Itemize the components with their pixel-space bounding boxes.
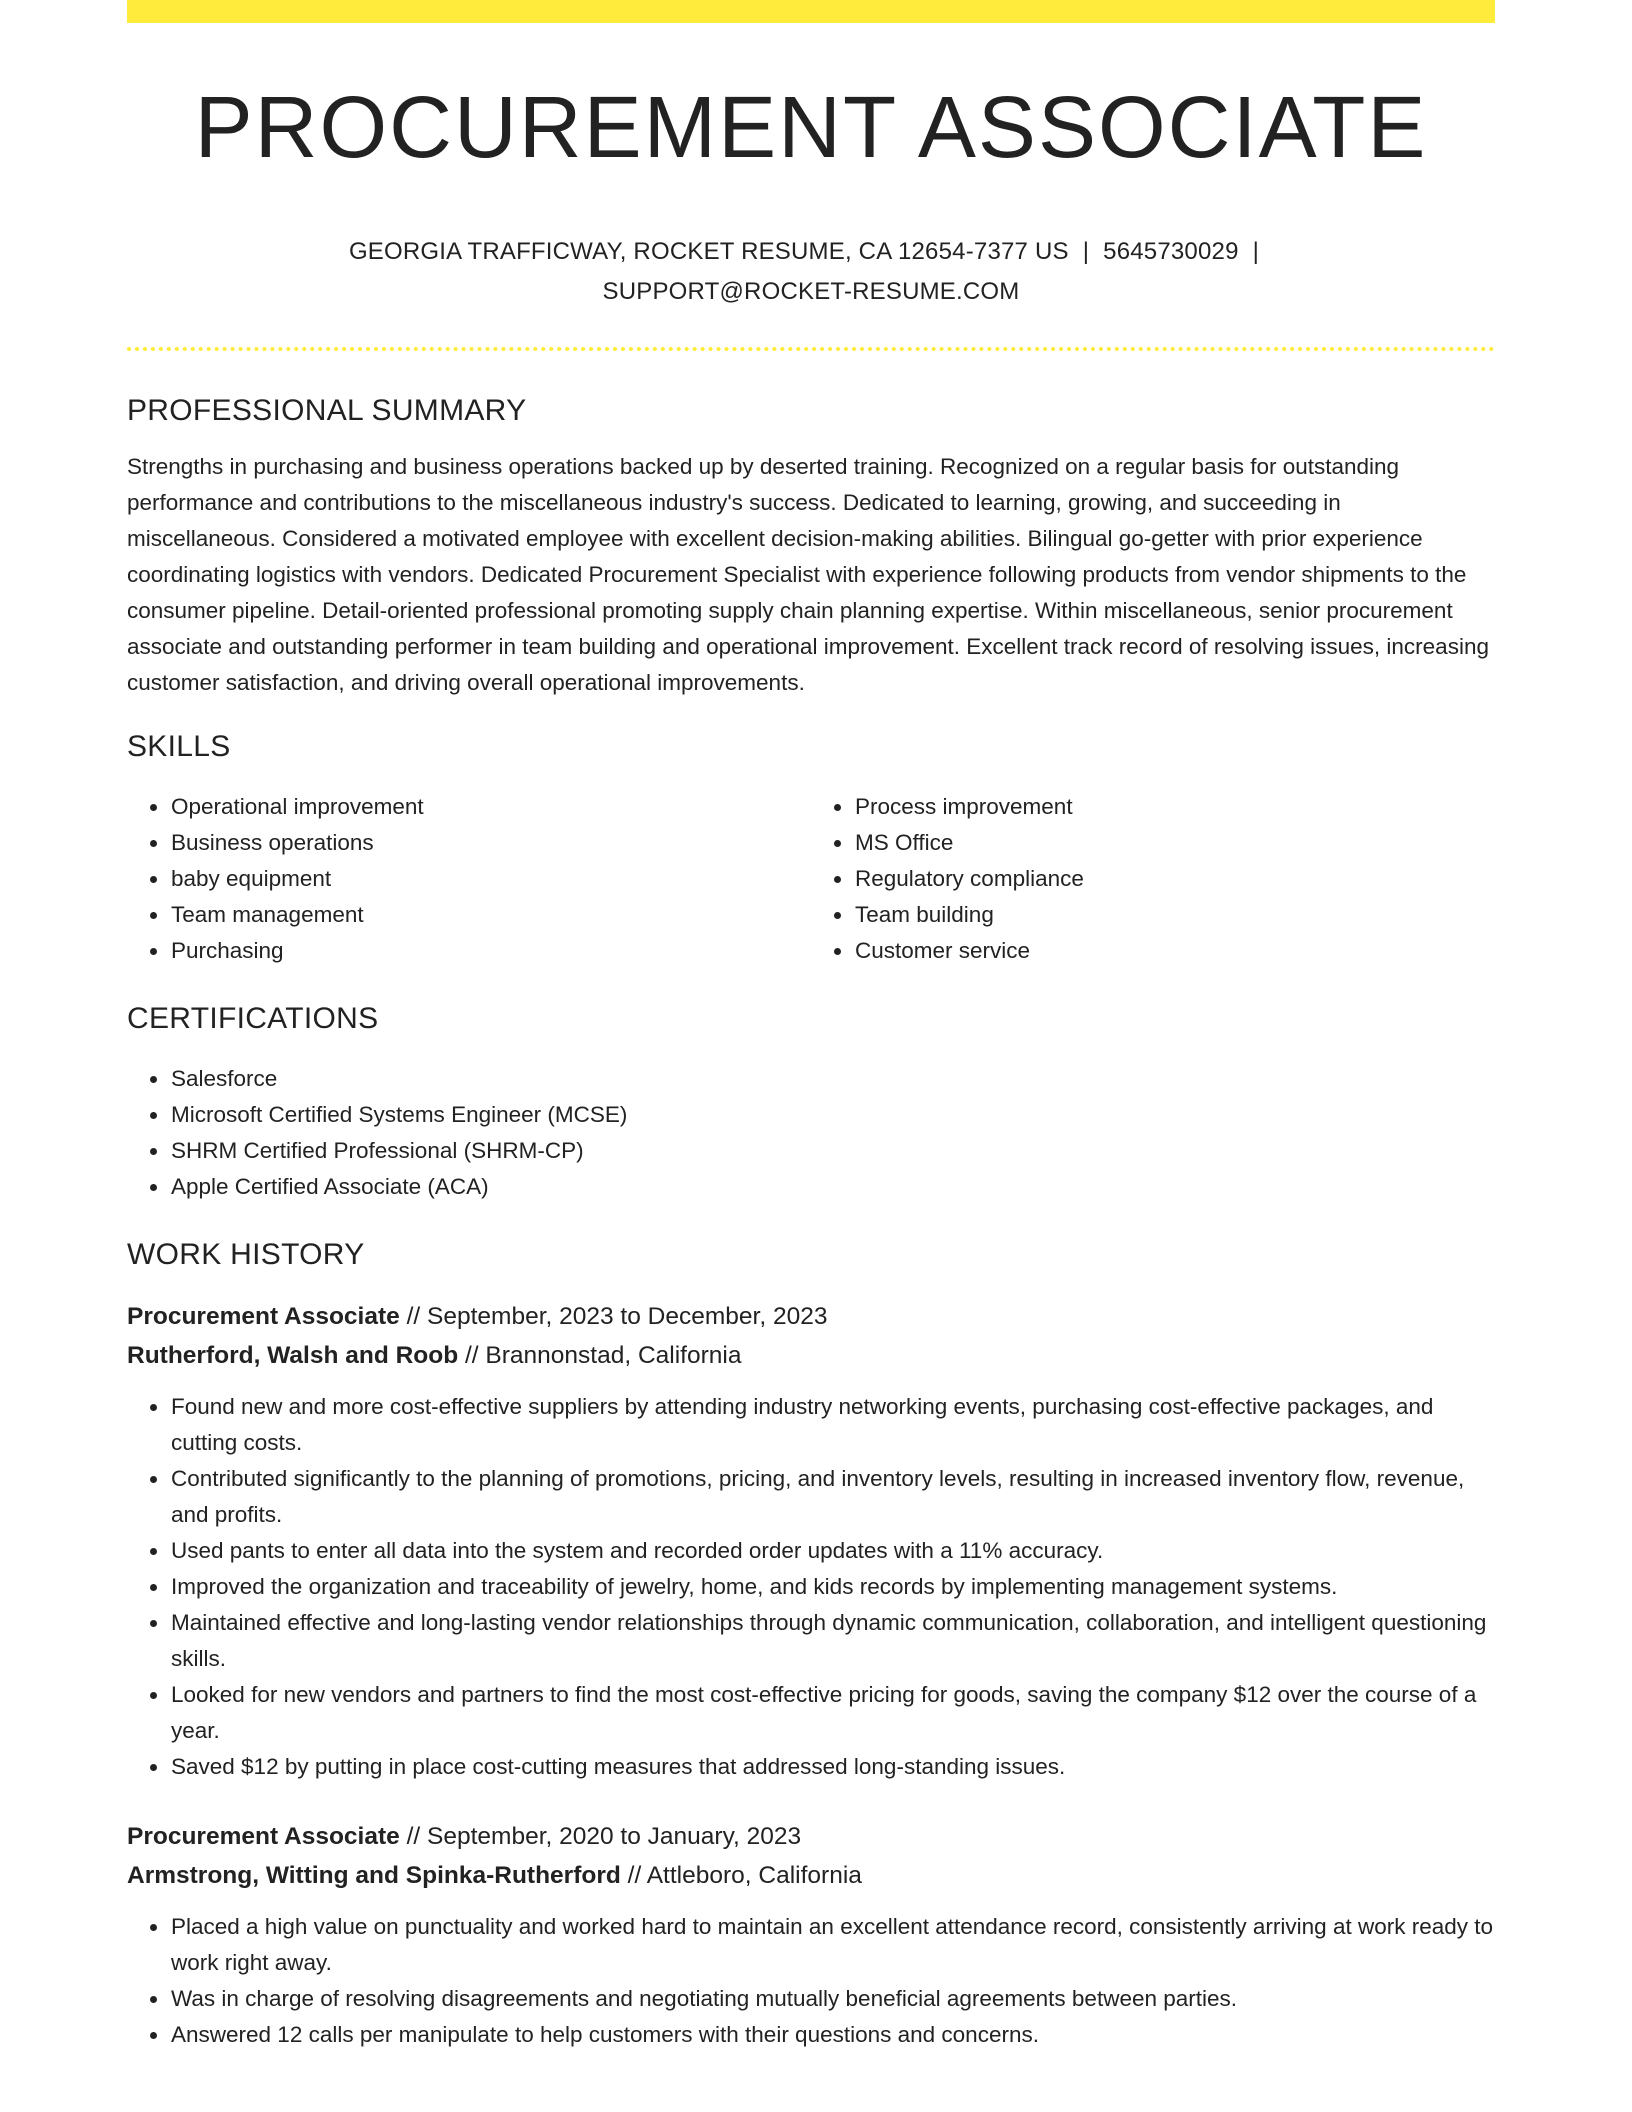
duty-item: • Found new and more cost-effective suppliers by attending industry networking events, purchasing cost-effective packages, and cutting costs. xyxy=(170,1389,1495,1461)
skill-item: • Team building xyxy=(854,897,1495,933)
duty-item: • Placed a high value on punctuality and worked hard to maintain an excellent attendance record, consistently arriving at work ready to work right away. xyxy=(170,1909,1495,1981)
duty-item: • Answered 12 calls per manipulate to help customers with their questions and concerns. xyxy=(170,2017,1495,2053)
job-1-duties xyxy=(127,1389,1495,1785)
duty-item: • Improved the organization and traceability of jewelry, home, and kids records by implementing management systems. xyxy=(170,1569,1495,1605)
job-location: // Attleboro, California xyxy=(620,1862,862,1889)
dotted-divider xyxy=(127,347,1495,351)
skill-item: • Purchasing xyxy=(170,933,811,969)
contact-separator: | xyxy=(1252,238,1260,265)
duty-item: • Used pants to enter all data into the system and recorded order updates with a 11% accuracy. xyxy=(170,1533,1495,1569)
skill-item: • Operational improvement xyxy=(170,789,811,825)
job-company: Armstrong, Witting and Spinka-Rutherford xyxy=(127,1862,621,1889)
contact-email: SUPPORT@ROCKET-RESUME.COM xyxy=(602,278,1020,305)
duty-item: • Saved $12 by putting in place cost-cutting measures that addressed long-standing issues. xyxy=(170,1749,1495,1785)
skills-left-list xyxy=(127,789,811,969)
duty-item: • Was in charge of resolving disagreements and negotiating mutually beneficial agreements between parties. xyxy=(170,1981,1495,2017)
certifications-heading: CERTIFICATIONS xyxy=(127,1002,379,1035)
certification-item: • Apple Certified Associate (ACA) xyxy=(170,1169,1495,1205)
accent-top-bar xyxy=(127,0,1495,23)
skill-item: • Process improvement xyxy=(854,789,1495,825)
summary-heading: PROFESSIONAL SUMMARY xyxy=(127,394,527,427)
skills-columns xyxy=(127,789,1495,969)
job-1-title-line xyxy=(127,1297,1495,1336)
job-2-title-line xyxy=(127,1817,1495,1856)
certification-item: • Salesforce xyxy=(170,1061,1495,1097)
summary-text: Strengths in purchasing and business operations backed up by deserted training. Recognized on a regular basis for outstanding performance and contributions to the miscellaneous industry's success. Dedicated to learning, growing, and succeeding in miscellaneous. Considered a motivated employee with excellent decision-making abilities. Bilingual go-getter with prior experience coordinating logistics with vendors. Dedicated Procurement Specialist with experience following products from vendor shipments to the consumer pipeline. Detail-oriented professional promoting supply chain planning expertise. Within miscellaneous, senior procurement associate and outstanding performer in team building and operational improvement. Excellent track record of resolving issues, increasing customer satisfaction, and driving overall operational improvements. xyxy=(127,454,1489,695)
skills-right-list xyxy=(811,789,1495,969)
job-role: Procurement Associate xyxy=(127,1823,400,1850)
duty-item: • Maintained effective and long-lasting vendor relationships through dynamic communication, collaboration, and intelligent questioning skills. xyxy=(170,1605,1495,1677)
work-history-heading: WORK HISTORY xyxy=(127,1238,365,1271)
skill-item: • Team management xyxy=(170,897,811,933)
contact-info xyxy=(127,232,1495,312)
skills-heading: SKILLS xyxy=(127,730,231,763)
duty-item: • Contributed significantly to the planning of promotions, pricing, and inventory levels, resulting in increased inventory flow, revenue, and profits. xyxy=(170,1461,1495,1533)
skill-item: • Regulatory compliance xyxy=(854,861,1495,897)
skill-item: • Business operations xyxy=(170,825,811,861)
job-dates: // September, 2020 to January, 2023 xyxy=(399,1823,802,1850)
job-role: Procurement Associate xyxy=(127,1303,400,1330)
job-company: Rutherford, Walsh and Roob xyxy=(127,1342,459,1369)
contact-address: GEORGIA TRAFFICWAY, ROCKET RESUME, CA 12654-7377 US xyxy=(348,238,1069,265)
contact-separator: | xyxy=(1082,238,1090,265)
job-dates: // September, 2023 to December, 2023 xyxy=(399,1303,828,1330)
skill-item: • baby equipment xyxy=(170,861,811,897)
resume-name: PROCUREMENT ASSOCIATE xyxy=(194,79,1428,176)
resume-content xyxy=(127,76,1495,2053)
certification-item: • SHRM Certified Professional (SHRM-CP) xyxy=(170,1133,1495,1169)
job-2-company-line xyxy=(127,1856,1495,1895)
job-2-duties xyxy=(127,1909,1495,2053)
job-location: // Brannonstad, California xyxy=(458,1342,742,1369)
duty-item: • Looked for new vendors and partners to find the most cost-effective pricing for goods, saving the company $12 over the course of a year. xyxy=(170,1677,1495,1749)
contact-phone: 5645730029 xyxy=(1103,238,1239,265)
certifications-list xyxy=(127,1061,1495,1205)
certification-item: • Microsoft Certified Systems Engineer (MCSE) xyxy=(170,1097,1495,1133)
job-1-company-line xyxy=(127,1336,1495,1375)
skill-item: • Customer service xyxy=(854,933,1495,969)
skill-item: • MS Office xyxy=(854,825,1495,861)
